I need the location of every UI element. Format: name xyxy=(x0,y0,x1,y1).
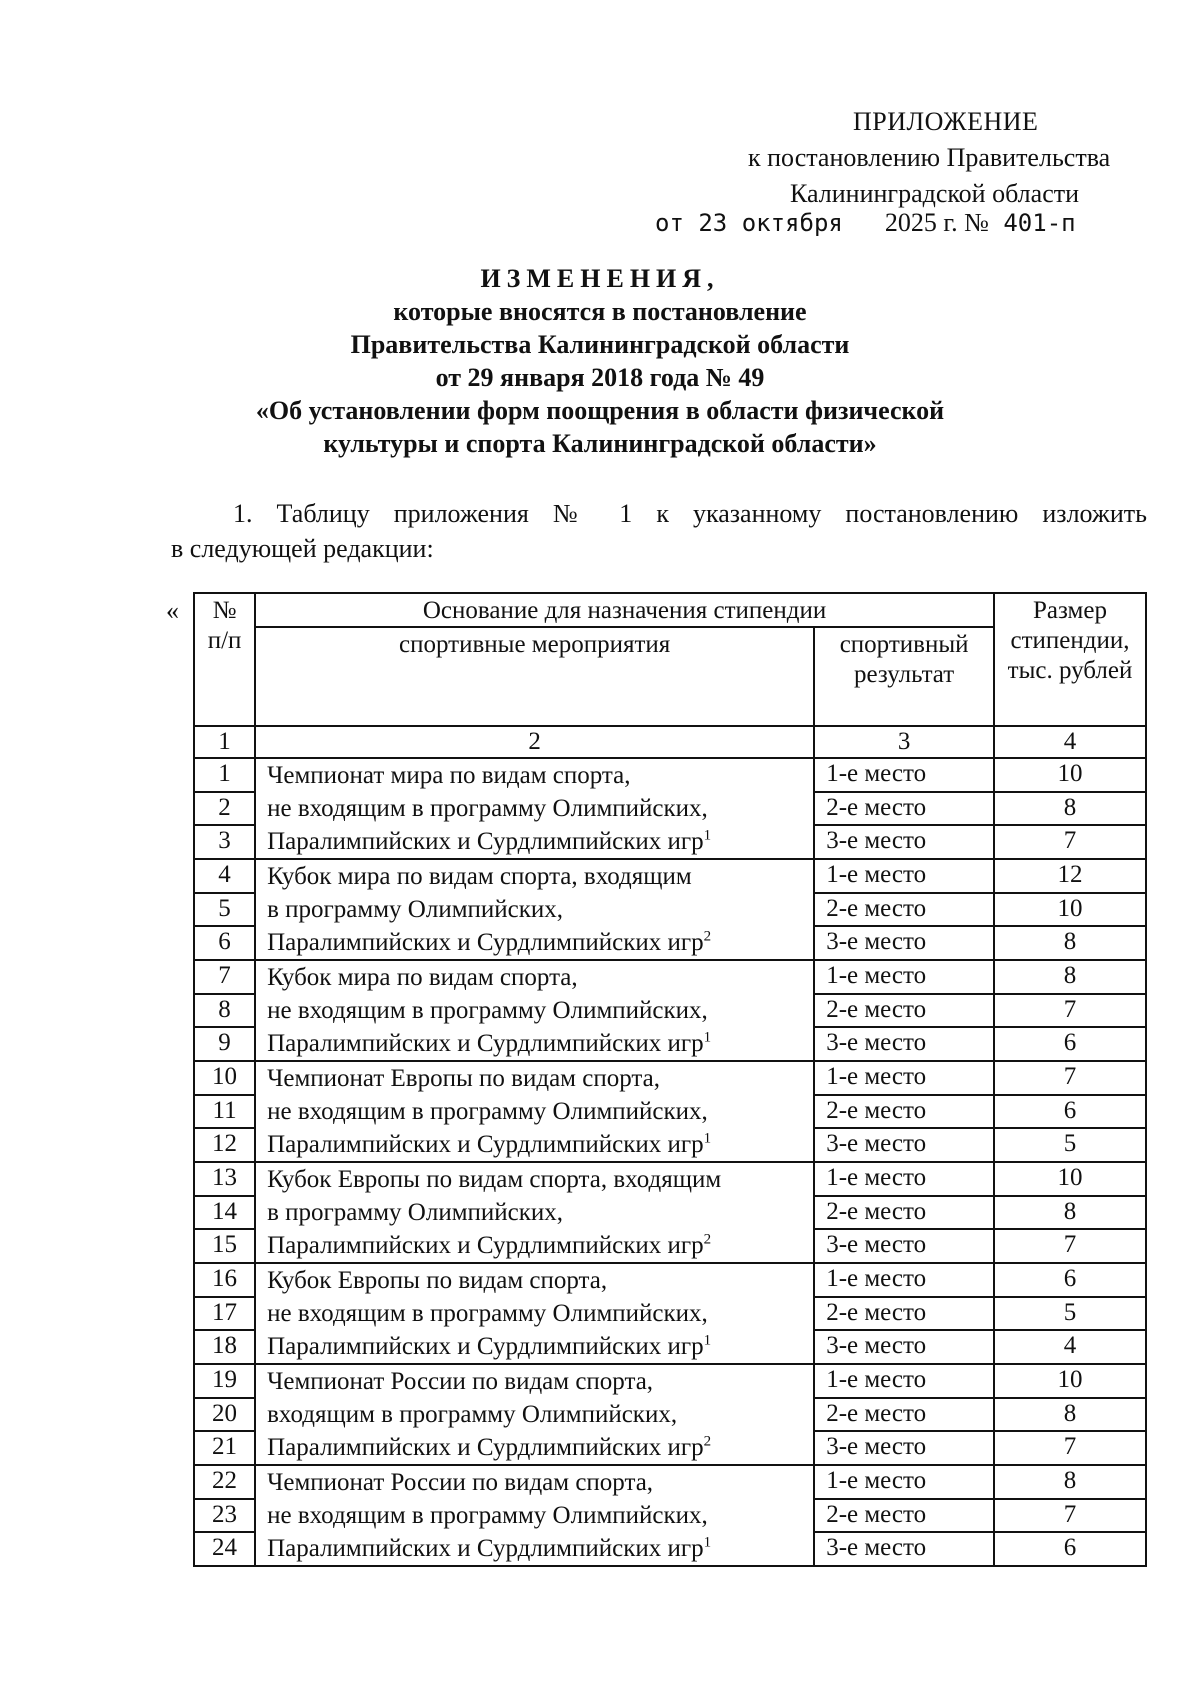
row-number: 13 xyxy=(194,1162,255,1196)
header-amount-label: Размер стипендии, тыс. рублей xyxy=(1007,597,1133,684)
event-line-text: не входящим в программу Олимпийских, xyxy=(267,1502,708,1529)
sport-result: 1-е место xyxy=(814,758,994,792)
event-line xyxy=(267,1264,813,1297)
event-line-text: не входящим в программу Олимпийских, xyxy=(267,1098,708,1125)
scholarship-amount: 7 xyxy=(994,1229,1146,1263)
changes-line-1: которые вносятся в постановление xyxy=(393,297,807,326)
sport-result: 1-е место xyxy=(814,1465,994,1499)
event-line-text: Кубок мира по видам спорта, входящим xyxy=(267,863,692,890)
sport-result: 2-е место xyxy=(814,1196,994,1230)
row-number: 11 xyxy=(194,1095,255,1129)
row-number: 23 xyxy=(194,1499,255,1533)
event-line xyxy=(267,1532,813,1565)
sport-result: 2-е место xyxy=(814,1297,994,1331)
row-number: 6 xyxy=(194,926,255,960)
sport-result: 1-е место xyxy=(814,859,994,893)
event-line-text: Паралимпийских и Сурдлимпийских игр xyxy=(267,1434,704,1461)
event-description xyxy=(255,859,814,960)
date-year: 2025 г. № xyxy=(884,208,989,237)
event-line xyxy=(267,1027,813,1060)
event-line xyxy=(267,1431,813,1464)
sport-result: 1-е место xyxy=(814,1364,994,1398)
event-line xyxy=(267,1466,813,1499)
scholarship-amount: 6 xyxy=(994,1263,1146,1297)
changes-line-4: «Об установлении форм поощрения в области физической xyxy=(255,396,945,425)
event-line-text: Чемпионат мира по видам спорта, xyxy=(267,762,631,789)
scholarship-amount: 6 xyxy=(994,1095,1146,1129)
changes-line-2: Правительства Калининградской области xyxy=(350,330,850,359)
scholarship-amount: 5 xyxy=(994,1297,1146,1331)
event-line-text: в программу Олимпийских, xyxy=(267,896,564,923)
event-line xyxy=(267,961,813,994)
scholarship-amount: 7 xyxy=(994,1431,1146,1465)
event-line-text: Чемпионат России по видам спорта, xyxy=(267,1469,654,1496)
event-line xyxy=(267,792,813,825)
scholarship-amount: 5 xyxy=(994,1128,1146,1162)
sport-result: 1-е место xyxy=(814,960,994,994)
scholarship-amount: 8 xyxy=(994,960,1146,994)
footnote-mark: 1 xyxy=(703,827,712,844)
header-basis: Основание для назначения стипендии xyxy=(255,593,994,627)
scholarship-amount: 7 xyxy=(994,1061,1146,1095)
index-col-1: 1 xyxy=(194,726,255,758)
event-line-text: Кубок Европы по видам спорта, xyxy=(267,1267,608,1294)
event-line-text: Паралимпийских и Сурдлимпийских игр xyxy=(267,1131,704,1158)
event-line xyxy=(267,860,813,893)
event-line xyxy=(267,1499,813,1532)
footnote-mark: 1 xyxy=(703,1029,712,1046)
header-num-label: № п/п xyxy=(207,597,242,654)
table-row xyxy=(194,1465,1146,1499)
row-number: 8 xyxy=(194,994,255,1028)
scholarship-amount: 4 xyxy=(994,1330,1146,1364)
event-line xyxy=(267,1062,813,1095)
row-number: 18 xyxy=(194,1330,255,1364)
scholarship-amount: 10 xyxy=(994,758,1146,792)
changes-title-block xyxy=(0,262,1200,460)
scholarship-amount: 8 xyxy=(994,1196,1146,1230)
sport-result: 1-е место xyxy=(814,1162,994,1196)
row-number: 4 xyxy=(194,859,255,893)
table-row xyxy=(194,1061,1146,1095)
scholarship-amount: 7 xyxy=(994,1499,1146,1533)
sport-result: 2-е место xyxy=(814,893,994,927)
event-line-text: Чемпионат Европы по видам спорта, xyxy=(267,1065,660,1092)
event-line xyxy=(267,1196,813,1229)
footnote-mark: 2 xyxy=(703,928,712,945)
event-line xyxy=(267,1128,813,1161)
changes-line-5: культуры и спорта Калининградской области» xyxy=(323,429,877,458)
event-line xyxy=(267,926,813,959)
sport-result: 3-е место xyxy=(814,926,994,960)
table-index-row xyxy=(194,726,1146,758)
index-col-4: 4 xyxy=(994,726,1146,758)
sport-result: 2-е место xyxy=(814,1499,994,1533)
sport-result: 3-е место xyxy=(814,1330,994,1364)
sport-result: 1-е место xyxy=(814,1061,994,1095)
event-line xyxy=(267,994,813,1027)
footnote-mark: 2 xyxy=(703,1433,712,1450)
event-line-text: Кубок мира по видам спорта, xyxy=(267,964,578,991)
event-line-text: не входящим в программу Олимпийских, xyxy=(267,795,708,822)
header-result-label: спортивный результат xyxy=(839,631,969,688)
event-line-text: входящим в программу Олимпийских, xyxy=(267,1401,678,1428)
attachment-date xyxy=(655,207,1076,239)
event-description xyxy=(255,1061,814,1162)
row-number: 17 xyxy=(194,1297,255,1331)
sport-result: 1-е место xyxy=(814,1263,994,1297)
row-number: 10 xyxy=(194,1061,255,1095)
header-events: спортивные мероприятия xyxy=(255,627,814,726)
event-description xyxy=(255,758,814,859)
paragraph-line-2: в следующей редакции: xyxy=(171,534,434,563)
table-row xyxy=(194,1364,1146,1398)
scholarship-amount: 10 xyxy=(994,1162,1146,1196)
scholarship-amount: 10 xyxy=(994,893,1146,927)
event-line xyxy=(267,1398,813,1431)
header-result xyxy=(814,627,994,726)
open-quote: « xyxy=(166,596,179,625)
event-line xyxy=(267,1163,813,1196)
event-line-text: Паралимпийских и Сурдлимпийских игр xyxy=(267,1232,704,1259)
scholarship-amount: 7 xyxy=(994,994,1146,1028)
row-number: 12 xyxy=(194,1128,255,1162)
scholarship-amount: 10 xyxy=(994,1364,1146,1398)
header-num xyxy=(194,593,255,726)
event-description xyxy=(255,960,814,1061)
event-line xyxy=(267,825,813,858)
footnote-mark: 1 xyxy=(703,1332,712,1349)
sport-result: 3-е место xyxy=(814,1431,994,1465)
row-number: 15 xyxy=(194,1229,255,1263)
sport-result: 3-е место xyxy=(814,1532,994,1566)
row-number: 5 xyxy=(194,893,255,927)
footnote-mark: 1 xyxy=(703,1534,712,1551)
event-line-text: Чемпионат России по видам спорта, xyxy=(267,1368,654,1395)
scholarship-amount: 8 xyxy=(994,1398,1146,1432)
sport-result: 3-е место xyxy=(814,1027,994,1061)
row-number: 16 xyxy=(194,1263,255,1297)
event-line-text: Паралимпийских и Сурдлимпийских игр xyxy=(267,1333,704,1360)
event-line xyxy=(267,1229,813,1262)
row-number: 19 xyxy=(194,1364,255,1398)
header-amount xyxy=(994,593,1146,726)
sport-result: 2-е место xyxy=(814,1398,994,1432)
row-number: 22 xyxy=(194,1465,255,1499)
date-prefix: от 23 октября xyxy=(655,209,843,237)
row-number: 14 xyxy=(194,1196,255,1230)
table-row xyxy=(194,859,1146,893)
row-number: 2 xyxy=(194,792,255,826)
footnote-mark: 1 xyxy=(703,1130,712,1147)
event-description xyxy=(255,1465,814,1566)
event-line xyxy=(267,1365,813,1398)
table-row xyxy=(194,1263,1146,1297)
row-number: 9 xyxy=(194,1027,255,1061)
attachment-heading xyxy=(650,104,1150,212)
body-paragraph xyxy=(171,496,1147,566)
event-line xyxy=(267,1095,813,1128)
changes-line-3: от 29 января 2018 года № 49 xyxy=(435,363,765,392)
event-line xyxy=(267,1297,813,1330)
sport-result: 3-е место xyxy=(814,1128,994,1162)
event-line-text: Паралимпийских и Сурдлимпийских игр xyxy=(267,1535,704,1562)
event-line xyxy=(267,893,813,926)
event-line-text: не входящим в программу Олимпийских, xyxy=(267,1300,708,1327)
event-line-text: в программу Олимпийских, xyxy=(267,1199,564,1226)
scholarship-amount: 12 xyxy=(994,859,1146,893)
event-description xyxy=(255,1263,814,1364)
table-row xyxy=(194,960,1146,994)
attachment-title: ПРИЛОЖЕНИЕ xyxy=(853,107,1039,136)
event-line-text: Кубок Европы по видам спорта, входящим xyxy=(267,1166,722,1193)
scholarship-amount: 6 xyxy=(994,1532,1146,1566)
table-row xyxy=(194,1162,1146,1196)
index-col-3: 3 xyxy=(814,726,994,758)
event-description xyxy=(255,1364,814,1465)
row-number: 20 xyxy=(194,1398,255,1432)
scholarship-amount: 6 xyxy=(994,1027,1146,1061)
event-line xyxy=(267,1330,813,1363)
row-number: 7 xyxy=(194,960,255,994)
event-line xyxy=(267,759,813,792)
sport-result: 3-е место xyxy=(814,1229,994,1263)
scholarship-amount: 8 xyxy=(994,926,1146,960)
scholarship-amount: 8 xyxy=(994,1465,1146,1499)
footnote-mark: 2 xyxy=(703,1231,712,1248)
sport-result: 2-е место xyxy=(814,994,994,1028)
event-description xyxy=(255,1162,814,1263)
scholarship-table xyxy=(193,592,1147,1567)
event-line-text: не входящим в программу Олимпийских, xyxy=(267,997,708,1024)
sport-result: 3-е место xyxy=(814,825,994,859)
row-number: 21 xyxy=(194,1431,255,1465)
index-col-2: 2 xyxy=(255,726,814,758)
attachment-line-2: Калининградской области xyxy=(790,179,1080,208)
sport-result: 2-е место xyxy=(814,1095,994,1129)
row-number: 24 xyxy=(194,1532,255,1566)
date-number: 401-п xyxy=(1003,209,1076,237)
attachment-line-1: к постановлению Правительства xyxy=(748,143,1111,172)
sport-result: 2-е место xyxy=(814,792,994,826)
paragraph-line-1: 1. Таблицу приложения № 1 к указанному постановлению изложить xyxy=(233,499,1147,528)
table-row xyxy=(194,758,1146,792)
scholarship-amount: 7 xyxy=(994,825,1146,859)
event-line-text: Паралимпийских и Сурдлимпийских игр xyxy=(267,929,704,956)
table-header-row-1 xyxy=(194,593,1146,627)
changes-title: ИЗМЕНЕНИЯ, xyxy=(480,264,720,293)
row-number: 3 xyxy=(194,825,255,859)
scholarship-amount: 8 xyxy=(994,792,1146,826)
row-number: 1 xyxy=(194,758,255,792)
event-line-text: Паралимпийских и Сурдлимпийских игр xyxy=(267,1030,704,1057)
event-line-text: Паралимпийских и Сурдлимпийских игр xyxy=(267,828,704,855)
